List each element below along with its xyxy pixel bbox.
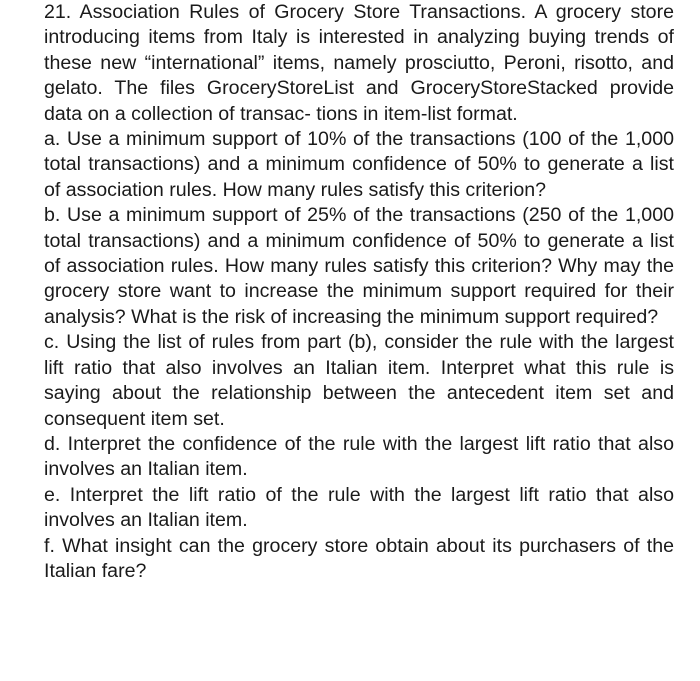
part-e: e. Interpret the lift ratio of the rule with the largest lift ratio that also involves an Italian item. [44,483,674,532]
part-d: d. Interpret the confidence of the rule with the largest lift ratio that also involves an Italian item. [44,432,674,481]
part-c: c. Using the list of rules from part (b), consider the rule with the largest lift ratio that also involves an Italian item. Interpret what this rule is saying about the relationship between the antecedent item set and consequent item set. [44,331,674,430]
part-f: f. What insight can the grocery store obtain about its purchasers of the Italian fare? [44,534,674,582]
problem-intro: 21. Association Rules of Grocery Store Transactions. A grocery store introducing items from Italy is interested in analyzing buying trends of these new “international” items, namely prosciutto, Peroni, risotto, and gelato. The files GroceryStoreList and GroceryStoreStacked provide data on a collection of transac- tions in item-list format. [44,1,674,125]
part-b: b. Use a minimum support of 25% of the transactions (250 of the 1,000 total transactions) and a minimum confidence of 50% to generate a list of association rules. How many rules satisfy this criterion? Why may the grocery store want to increase the minimum support required for their analysis? What is the risk of increasing the minimum support required? [44,204,674,328]
part-a: a. Use a minimum support of 10% of the transactions (100 of the 1,000 total transactions) and a minimum confidence of 50% to generate a list of association rules. How many rules satisfy this criterion? [44,128,674,201]
problem-text [44,0,674,584]
